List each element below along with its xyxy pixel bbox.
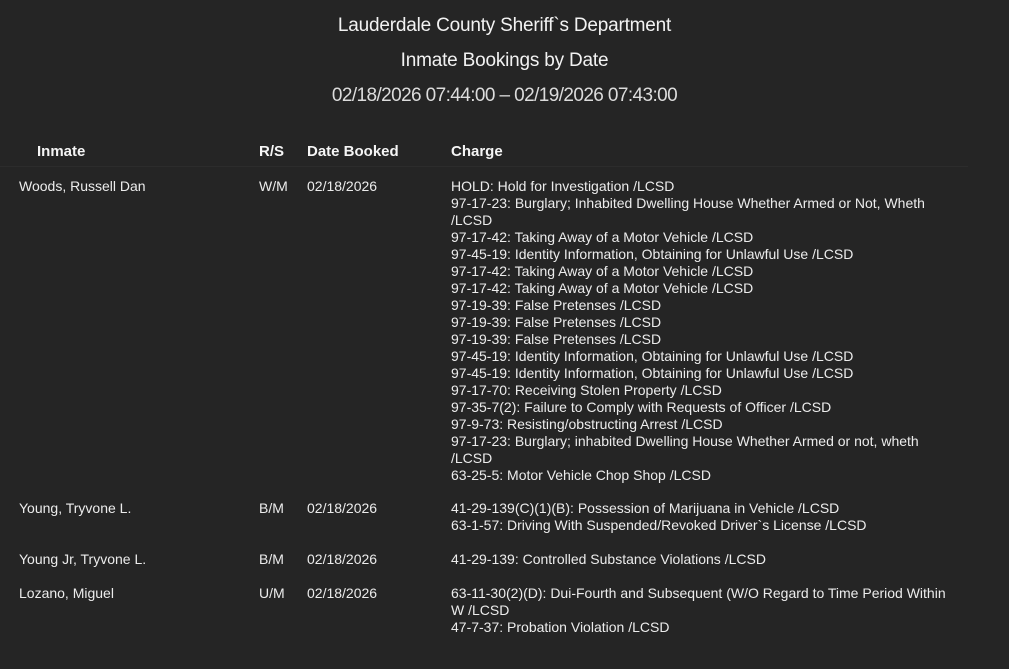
charge-item: 97-17-42: Taking Away of a Motor Vehicle /LCSD bbox=[451, 229, 754, 245]
column-header-rs: R/S bbox=[259, 143, 285, 160]
date-booked: 02/18/2026 bbox=[307, 585, 378, 601]
charge-item: 97-17-23: Burglary; inhabited Dwelling House Whether Armed or not, wheth bbox=[451, 433, 919, 449]
table-header bbox=[0, 137, 968, 167]
charge-item: HOLD: Hold for Investigation /LCSD bbox=[451, 178, 675, 194]
charge-item: 63-1-57: Driving With Suspended/Revoked Driver`s License /LCSD bbox=[451, 517, 867, 533]
race-sex: B/M bbox=[259, 551, 284, 567]
table-row bbox=[0, 551, 1009, 568]
date-booked: 02/18/2026 bbox=[307, 551, 378, 567]
date-booked: 02/18/2026 bbox=[307, 500, 378, 516]
inmate-name: Young, Tryvone L. bbox=[19, 500, 132, 516]
charge-item: 97-17-42: Taking Away of a Motor Vehicle /LCSD bbox=[451, 263, 754, 279]
charge-list bbox=[451, 500, 981, 534]
charge-item: 97-45-19: Identity Information, Obtaining for Unlawful Use /LCSD bbox=[451, 365, 854, 381]
date-booked: 02/18/2026 bbox=[307, 178, 378, 194]
inmate-name: Lozano, Miguel bbox=[19, 585, 114, 601]
charge-item: 47-7-37: Probation Violation /LCSD bbox=[451, 619, 670, 635]
report-title: Inmate Bookings by Date bbox=[400, 50, 609, 71]
charge-item: 41-29-139(C)(1)(B): Possession of Marijuana in Vehicle /LCSD bbox=[451, 500, 840, 516]
inmate-name: Woods, Russell Dan bbox=[19, 178, 146, 194]
column-header-inmate: Inmate bbox=[37, 143, 86, 160]
charge-item: 97-45-19: Identity Information, Obtaining for Unlawful Use /LCSD bbox=[451, 348, 854, 364]
table-row bbox=[0, 585, 1009, 636]
bookings-table bbox=[0, 137, 1009, 636]
table-row bbox=[0, 500, 1009, 534]
charge-list bbox=[451, 178, 981, 484]
column-header-date-booked: Date Booked bbox=[307, 143, 399, 160]
charge-item: 63-11-30(2)(D): Dui-Fourth and Subsequent (W/O Regard to Time Period Within bbox=[451, 585, 946, 601]
charge-item: 97-19-39: False Pretenses /LCSD bbox=[451, 331, 662, 347]
charge-item: 63-25-5: Motor Vehicle Chop Shop /LCSD bbox=[451, 467, 711, 483]
charge-item: /LCSD bbox=[451, 212, 493, 228]
charge-item: W /LCSD bbox=[451, 602, 510, 618]
charge-item: 97-19-39: False Pretenses /LCSD bbox=[451, 314, 662, 330]
charge-item: 97-17-42: Taking Away of a Motor Vehicle /LCSD bbox=[451, 280, 754, 296]
inmate-name: Young Jr, Tryvone L. bbox=[19, 551, 147, 567]
charge-list bbox=[451, 551, 981, 568]
charge-item: 97-35-7(2): Failure to Comply with Requests of Officer /LCSD bbox=[451, 399, 832, 415]
date-range: 02/18/2026 07:44:00 – 02/19/2026 07:43:00 bbox=[331, 85, 678, 106]
charge-item: 97-45-19: Identity Information, Obtaining for Unlawful Use /LCSD bbox=[451, 246, 854, 262]
charge-item: 97-9-73: Resisting/obstructing Arrest /LCSD bbox=[451, 416, 723, 432]
charge-item: 97-17-23: Burglary; Inhabited Dwelling House Whether Armed or Not, Wheth bbox=[451, 195, 925, 211]
race-sex: B/M bbox=[259, 500, 284, 516]
column-header-charge: Charge bbox=[451, 143, 503, 160]
charge-item: /LCSD bbox=[451, 450, 493, 466]
agency-title: Lauderdale County Sheriff`s Department bbox=[337, 15, 672, 36]
charge-item: 97-19-39: False Pretenses /LCSD bbox=[451, 297, 662, 313]
charge-item: 41-29-139: Controlled Substance Violations /LCSD bbox=[451, 551, 766, 567]
race-sex: W/M bbox=[259, 178, 288, 194]
race-sex: U/M bbox=[259, 585, 285, 601]
table-body bbox=[0, 178, 1009, 636]
charge-list bbox=[451, 585, 981, 636]
table-row bbox=[0, 178, 1009, 484]
charge-item: 97-17-70: Receiving Stolen Property /LCSD bbox=[451, 382, 722, 398]
